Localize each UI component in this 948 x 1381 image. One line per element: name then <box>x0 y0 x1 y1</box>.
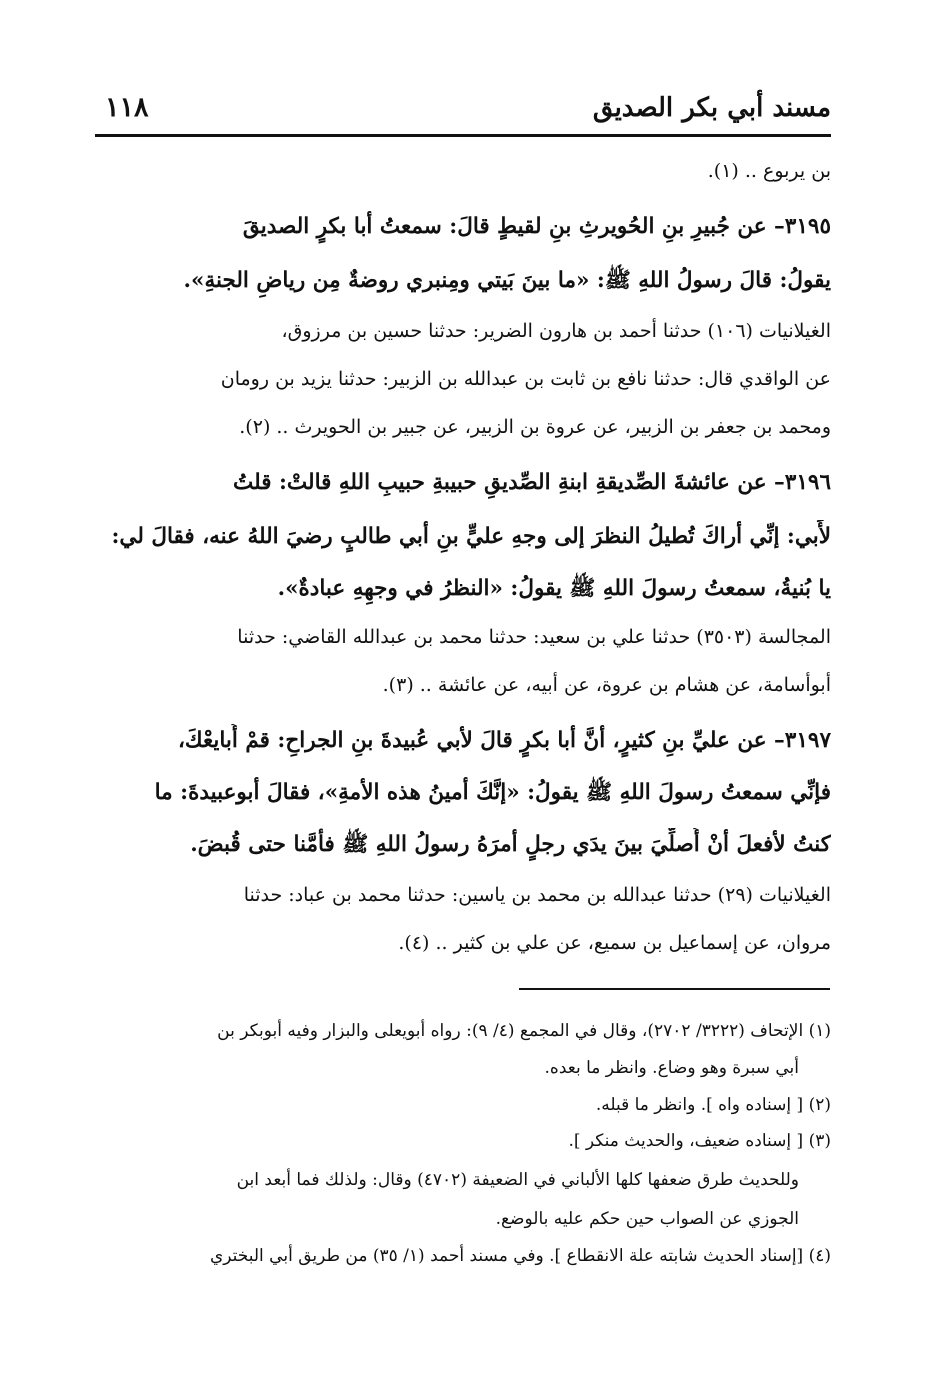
footnote-4: (٤) [إسناد الحديث شابته علة الانقطاع ]. وفي مسند أحمد (١/ ٣٥) من طريق أبي البختري <box>209 1246 831 1266</box>
source-3196-line-1: المجالسة (٣٥٠٣) حدثنا علي بن سعيد: حدثنا محمد بن عبدالله القاضي: حدثنا <box>237 626 831 648</box>
source-3195-line-1: الغيلانيات (١٠٦) حدثنا أحمد بن هارون الضرير: حدثنا حسين بن مرزوق، <box>281 320 831 342</box>
continuation-line: بن يربوع .. (١). <box>707 160 831 182</box>
page-header <box>95 88 831 132</box>
footnote-divider <box>519 988 830 990</box>
source-3195-line-3: ومحمد بن جعفر بن الزبير، عن عروة بن الزبير، عن جبير بن الحويرث .. (٢). <box>239 416 831 438</box>
source-3197-line-2: مروان، عن إسماعيل بن سميع، عن علي بن كثير .. (٤). <box>398 932 831 954</box>
source-3196-line-2: أبوأسامة، عن هشام بن عروة، عن أبيه، عن عائشة .. (٣). <box>382 674 831 696</box>
running-title: مسند أبي بكر الصديق <box>592 93 831 123</box>
footnote-3-line-2: وللحديث طرق ضعفها كلها الألباني في الضعيفة (٤٧٠٢) وقال: ولذلك فما أبعد ابن <box>236 1170 799 1190</box>
hadith-3197-line-3: كنتُ لأفعلَ أنْ أُصلِّيَ بينَ يدَي رجلٍ أمرَهُ رسولُ اللهِ ﷺ فأمَّنا حتى قُبضَ. <box>190 832 831 857</box>
footnote-2: (٢) [ إسناده واه ]. وانظر ما قبله. <box>595 1095 831 1115</box>
footnote-1-line-2: أبي سبرة وهو وضاع. وانظر ما بعده. <box>544 1058 799 1078</box>
footnote-1-line-1: (١) الإتحاف (٣٢٢٢/ ٢٧٠٢)، وقال في المجمع (٤/ ٩): رواه أبويعلى والبزار وفيه أبوبكر بن <box>217 1021 831 1041</box>
hadith-3196-line-1: ٣١٩٦– عن عائشةَ الصِّديقةِ ابنةِ الصِّديقِ حبيبةِ حبيبِ اللهِ قالتْ: قلتُ <box>232 470 831 495</box>
source-3197-line-1: الغيلانيات (٢٩) حدثنا عبدالله بن محمد بن ياسين: حدثنا محمد بن عباد: حدثنا <box>243 884 831 906</box>
hadith-3196-line-2: لأَبي: إنِّي أراكَ تُطيلُ النظرَ إلى وجهِ عليٍّ بنِ أبي طالبٍ رضيَ اللهُ عنه، فقالَ لي: <box>111 524 831 549</box>
hadith-3196-line-3: يا بُنيةُ، سمعتُ رسولَ اللهِ ﷺ يقولُ: «النظرُ في وجهِهِ عبادةٌ». <box>277 576 831 601</box>
hadith-3197-line-2: فإنِّي سمعتُ رسولَ اللهِ ﷺ يقولُ: «إنَّكَ أمينُ هذه الأمةِ»، فقالَ أبوعبيدةَ: ما <box>154 780 831 805</box>
footnote-3-line-3: الجوزي عن الصواب حين حكم عليه بالوضع. <box>495 1209 799 1229</box>
hadith-3195-line-2: يقولُ: قالَ رسولُ اللهِ ﷺ: «ما بينَ بَيتي ومِنبري روضةٌ مِن رياضِ الجنةِ». <box>183 268 831 293</box>
footnote-3-line-1: (٣) [ إسناده ضعيف، والحديث منكر ]. <box>568 1131 831 1151</box>
hadith-3197-line-1: ٣١٩٧– عن عليِّ بنِ كثيرٍ، أنَّ أبا بكرٍ قالَ لأبي عُبيدةَ بنِ الجراحِ: قمْ أُبايعْكَ، <box>177 728 831 753</box>
page-number: ١١٨ <box>105 92 149 123</box>
header-divider <box>95 134 831 137</box>
hadith-3195-line-1: ٣١٩٥– عن جُبيرِ بنِ الحُويرثِ بنِ لقيطٍ قالَ: سمعتُ أبا بكرٍ الصديقَ <box>242 214 831 239</box>
source-3195-line-2: عن الواقدي قال: حدثنا نافع بن ثابت بن عبدالله بن الزبير: حدثنا يزيد بن رومان <box>220 368 831 390</box>
